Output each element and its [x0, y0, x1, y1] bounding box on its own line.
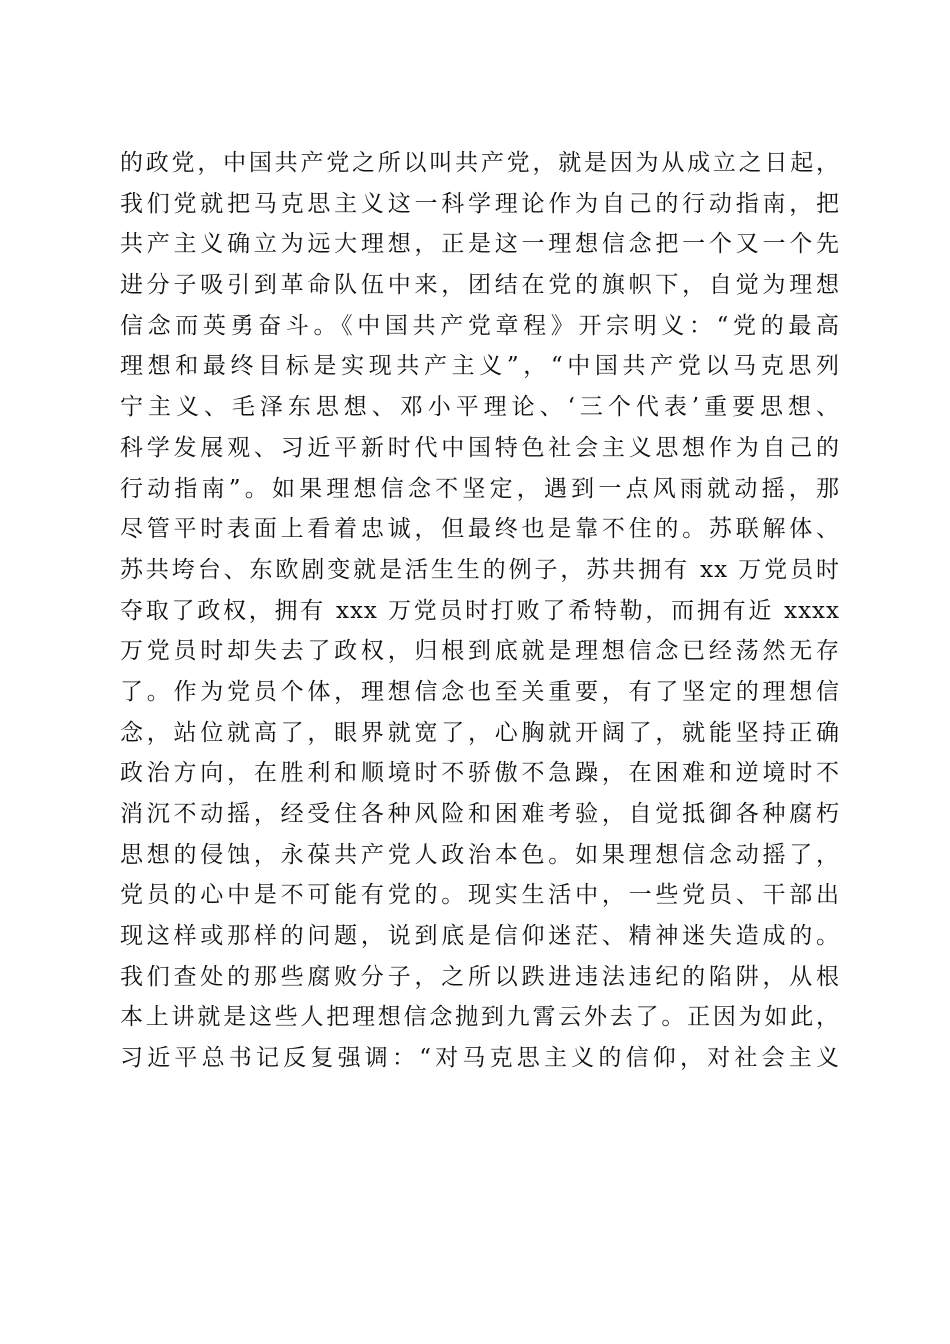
- text-line: 共产主义确立为远大理想，正是这一理想信念把一个又一个先: [120, 231, 840, 258]
- text-line: 念，站位就高了，眼界就宽了，心胸就开阔了，就能坚持正确: [120, 719, 840, 746]
- text-line: 宁主义、毛泽东思想、邓小平理论、‘三个代表’重要思想、: [120, 394, 840, 421]
- text-line: 了。作为党员个体，理想信念也至关重要，有了坚定的理想信: [120, 678, 840, 705]
- text-line: 苏共垮台、东欧剧变就是活生生的例子，苏共拥有 xx 万党员时: [120, 556, 840, 583]
- text-line: 进分子吸引到革命队伍中来，团结在党的旗帜下，自觉为理想: [120, 272, 840, 299]
- text-line: 的政党，中国共产党之所以叫共产党，就是因为从成立之日起，: [120, 150, 840, 176]
- text-line: 消沉不动摇，经受住各种风险和困难考验，自觉抵御各种腐朽: [120, 801, 840, 827]
- text-line: 思想的侵蚀，永葆共产党人政治本色。如果理想信念动摇了，: [120, 841, 840, 868]
- text-line: 尽管平时表面上看着忠诚，但最终也是靠不住的。苏联解体、: [120, 516, 840, 543]
- body-text: [120, 143, 840, 1079]
- text-line: 信念而英勇奋斗。《中国共产党章程》开宗明义：“党的最高: [120, 312, 840, 339]
- text-line: 我们党就把马克思主义这一科学理论作为自己的行动指南，把: [120, 190, 840, 217]
- text-line: 科学发展观、习近平新时代中国特色社会主义思想作为自己的: [120, 434, 840, 461]
- text-line: 现这样或那样的问题，说到底是信仰迷茫、精神迷失造成的。: [120, 923, 840, 950]
- text-line: 习近平总书记反复强调：“对马克思主义的信仰，对社会主义: [120, 1045, 840, 1072]
- text-line: 政治方向，在胜利和顺境时不骄傲不急躁，在困难和逆境时不: [120, 760, 840, 787]
- text-line: 万党员时却失去了政权，归根到底就是理想信念已经荡然无存: [120, 638, 840, 665]
- text-line: 我们查处的那些腐败分子，之所以跌进违法违纪的陷阱，从根: [120, 963, 840, 990]
- text-line: 党员的心中是不可能有党的。现实生活中，一些党员、干部出: [120, 882, 840, 909]
- text-line: 理想和最终目标是实现共产主义”，“中国共产党以马克思列: [120, 353, 840, 380]
- text-line: 夺取了政权，拥有 xxx 万党员时打败了希特勒，而拥有近 xxxx: [120, 597, 840, 624]
- text-line: 本上讲就是这些人把理想信念抛到九霄云外去了。正因为如此，: [120, 1004, 840, 1031]
- text-line: 行动指南”。如果理想信念不坚定，遇到一点风雨就动摇，那: [120, 475, 840, 502]
